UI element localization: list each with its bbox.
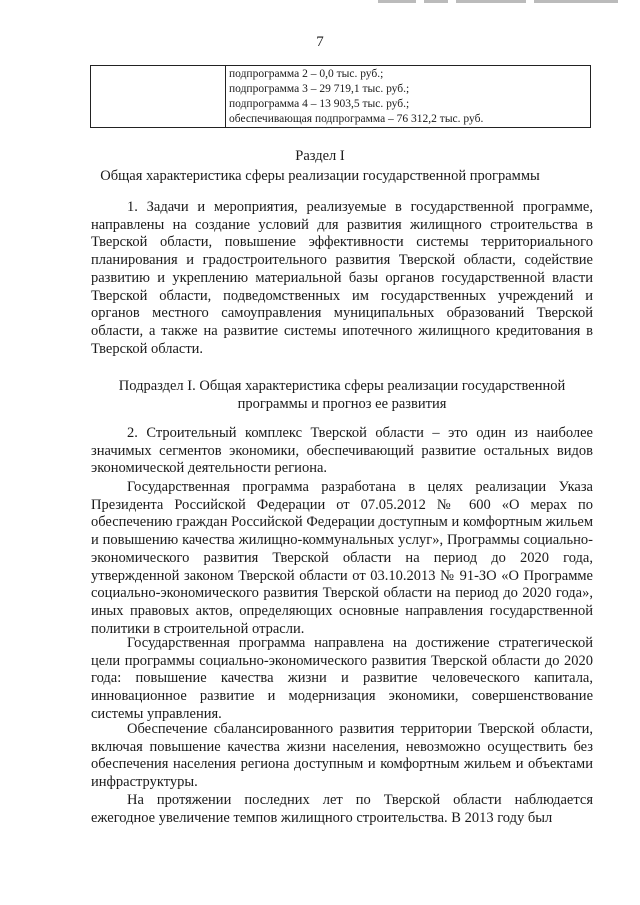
table-right-cell xyxy=(229,67,586,127)
funding-table xyxy=(90,65,591,128)
paragraph-1: 1. Задачи и мероприятия, реализуемые в государственной программе, направлены на создание условий для развития жилищного строительства в Тверской области, повышение эффективности системы территориального планирования и градостроительного развития Тверской области, содействие развитию и укреплению материальной базы органов государственной власти Тверской области, подведомственных им государственных учреждений и органов местного самоуправления муниципальных образований Тверской области, а также на развитие системы ипотечного жилищного кредитования в Тверской области. xyxy=(91,199,593,357)
section-subtitle: Общая характеристика сферы реализации государственной программы xyxy=(100,168,540,184)
paragraph-5: Обеспечение сбалансированного развития территории Тверской области, включая повышение качества жизни населения, невозможно осуществить без обеспечения населения региона доступным и комфортным жильем и объектами инфраструктуры. xyxy=(91,721,593,791)
subsection-title-line-2: программы и прогноз ее развития xyxy=(237,396,447,412)
table-line: обеспечивающая подпрограмма – 76 312,2 тыс. руб. xyxy=(229,113,484,125)
paragraph-2: 2. Строительный комплекс Тверской области – это один из наиболее значимых сегментов экономики, обеспечивающий развитие остальных видов экономической деятельности региона. xyxy=(91,425,593,477)
table-line: подпрограмма 4 – 13 903,5 тыс. руб.; xyxy=(229,98,410,110)
section-title: Раздел I xyxy=(295,148,345,164)
table-line: подпрограмма 3 – 29 719,1 тыс. руб.; xyxy=(229,83,410,95)
paragraph-6: На протяжении последних лет по Тверской области наблюдается ежегодное увеличение темпов жилищного строительства. В 2013 году был xyxy=(91,792,593,826)
table-line: подпрограмма 2 – 0,0 тыс. руб.; xyxy=(229,68,384,80)
page-number: 7 xyxy=(316,34,324,50)
subsection-title xyxy=(95,377,589,413)
subsection-title-line-1: Подраздел I. Общая характеристика сферы реализации государственной xyxy=(118,378,566,394)
paragraph-4: Государственная программа направлена на достижение стратегической цели программы социально-экономического развития Тверской области до 2020 года: повышение качества жизни и развитие человеческого капитала, инновационное развитие и модернизация экономики, совершенствование системы управления. xyxy=(91,635,593,722)
paragraph-3: Государственная программа разработана в целях реализации Указа Президента Российской Федерации от 07.05.2012 № 600 «О мерах по обеспечению граждан Российской Федерации доступным и комфортным жильем и повышению качества жилищно-коммунальных услуг», Программы социально-экономического развития Тверской области на период до 2020 года, утвержденной законом Тверской области от 03.10.2013 № 91-ЗО «О Программе социально-экономического развития Тверской области на период до 2020 года», иных правовых актов, определяющих основные направления государственной политики в строительной отрасли. xyxy=(91,479,593,637)
scan-header-marks xyxy=(378,0,618,4)
table-left-cell xyxy=(91,66,226,127)
